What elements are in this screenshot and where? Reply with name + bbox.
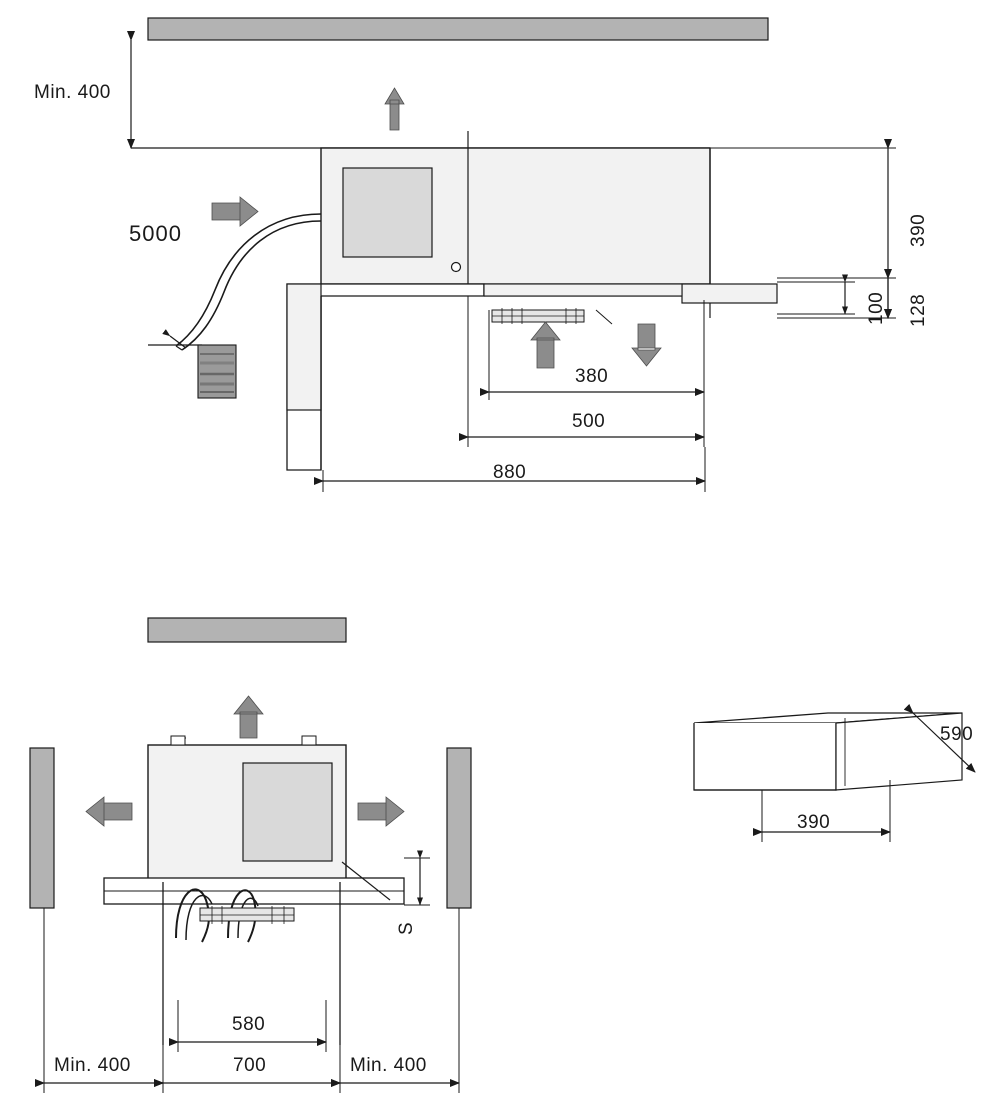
- ceiling-bar: [148, 18, 768, 40]
- label-width-380: 380: [575, 366, 609, 387]
- appliance-front-body: [148, 736, 346, 882]
- dimension-min-400-top: [131, 40, 710, 148]
- label-height-100: 100: [866, 291, 887, 325]
- appliance-side-body: [321, 131, 710, 284]
- front-wall-right: [447, 748, 471, 908]
- label-width-580: 580: [232, 1014, 266, 1035]
- label-cutout-390: 390: [797, 812, 831, 833]
- airflow-arrow-down-lower: [632, 324, 661, 366]
- front-arrow-left: [86, 797, 132, 826]
- airflow-arrow-up-lower: [531, 322, 560, 368]
- front-arrow-up: [234, 696, 263, 738]
- dimension-100: [777, 282, 855, 314]
- cabinet-side-profile: [287, 284, 682, 470]
- label-width-700: 700: [233, 1055, 267, 1076]
- label-height-128: 128: [908, 293, 929, 327]
- label-width-880: 880: [493, 462, 527, 483]
- label-min-400-top: Min. 400: [34, 82, 111, 103]
- front-wall-left: [30, 748, 54, 908]
- vent-rail-detail: [492, 308, 612, 324]
- label-cutout-590: 590: [940, 724, 974, 745]
- front-arrow-right: [358, 797, 404, 826]
- worktop-cutout-perspective: [694, 713, 962, 790]
- airflow-arrow-right-side: [212, 197, 258, 226]
- dimension-s-gap: [404, 858, 430, 905]
- label-cable-5000: 5000: [129, 221, 182, 246]
- airflow-arrow-up-top: [385, 88, 404, 130]
- label-width-500: 500: [572, 411, 606, 432]
- front-ceiling-bar: [148, 618, 346, 642]
- label-gap-s: S: [396, 921, 417, 935]
- label-height-390: 390: [908, 213, 929, 247]
- label-min-400-right: Min. 400: [350, 1055, 427, 1076]
- label-min-400-left: Min. 400: [54, 1055, 131, 1076]
